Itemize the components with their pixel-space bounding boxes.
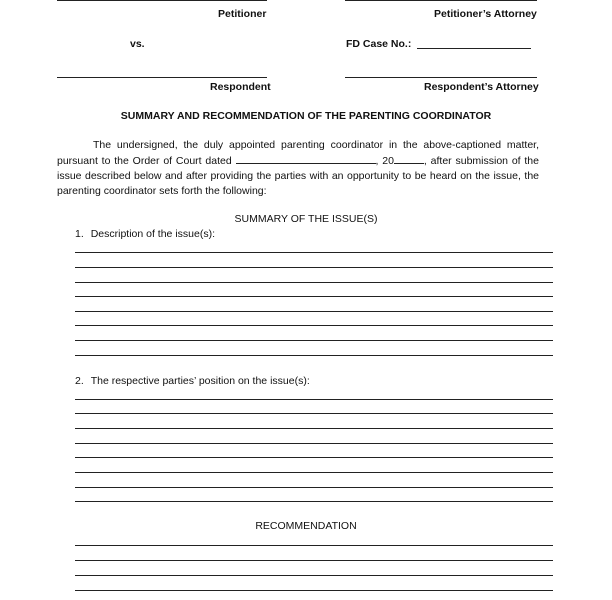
answer-line-2-3[interactable] <box>75 428 553 429</box>
order-date-field[interactable] <box>236 153 376 164</box>
answer-line-2-6[interactable] <box>75 472 553 473</box>
intro-text-2: , 20 <box>375 155 394 167</box>
item-1 <box>75 228 215 240</box>
answer-line-2-7[interactable] <box>75 487 553 488</box>
petitioners-attorney-signature-line[interactable] <box>345 0 537 1</box>
answer-line-1-4[interactable] <box>75 296 553 297</box>
summary-heading: SUMMARY OF THE ISSUE(S) <box>234 213 378 225</box>
recommendation-line-2[interactable] <box>75 560 553 561</box>
petitioner-signature-line[interactable] <box>57 0 267 1</box>
recommendation-line-1[interactable] <box>75 545 553 546</box>
answer-line-1-8[interactable] <box>75 355 553 356</box>
item-1-label: Description of the issue(s): <box>90 228 215 240</box>
answer-line-2-8[interactable] <box>75 501 553 502</box>
answer-line-1-3[interactable] <box>75 282 553 283</box>
intro-text-3: , after submission of the issue described below and after providing the parties with an opportunity to be heard on the issue, the parenting coordinator sets forth the following: <box>57 155 539 197</box>
answer-line-1-2[interactable] <box>75 267 553 268</box>
respondent-signature-line[interactable] <box>57 77 267 78</box>
answer-line-2-5[interactable] <box>75 457 553 458</box>
intro-text-1: The undersigned, the duly appointed parenting coordinator in the above-captioned matter, pursuant to the Order of Court dated <box>57 139 539 167</box>
answer-line-1-5[interactable] <box>75 311 553 312</box>
vs-label: vs. <box>130 38 145 50</box>
answer-line-2-4[interactable] <box>75 443 553 444</box>
respondents-attorney-signature-line[interactable] <box>345 77 537 78</box>
recommendation-heading: RECOMMENDATION <box>255 520 357 532</box>
item-1-number: 1. <box>75 228 84 240</box>
answer-line-2-2[interactable] <box>75 413 553 414</box>
item-2-number: 2. <box>75 375 84 387</box>
petitioners-attorney-label: Petitioner’s Attorney <box>434 8 537 20</box>
fd-case-label: FD Case No.: <box>346 38 412 50</box>
answer-line-1-1[interactable] <box>75 252 553 253</box>
answer-line-2-1[interactable] <box>75 399 553 400</box>
answer-line-1-7[interactable] <box>75 340 553 341</box>
intro-paragraph <box>57 138 539 199</box>
document-title: SUMMARY AND RECOMMENDATION OF THE PARENTING COORDINATOR <box>120 110 492 122</box>
respondents-attorney-label: Respondent’s Attorney <box>424 81 539 93</box>
respondent-label: Respondent <box>210 81 271 93</box>
answer-line-1-6[interactable] <box>75 325 553 326</box>
item-2-label: The respective parties’ position on the issue(s): <box>90 375 310 387</box>
petitioner-label: Petitioner <box>218 8 267 20</box>
recommendation-line-3[interactable] <box>75 575 553 576</box>
fd-case-number-field[interactable] <box>417 48 531 49</box>
order-year-field[interactable] <box>394 153 424 164</box>
recommendation-line-4[interactable] <box>75 590 553 591</box>
item-2 <box>75 375 310 387</box>
